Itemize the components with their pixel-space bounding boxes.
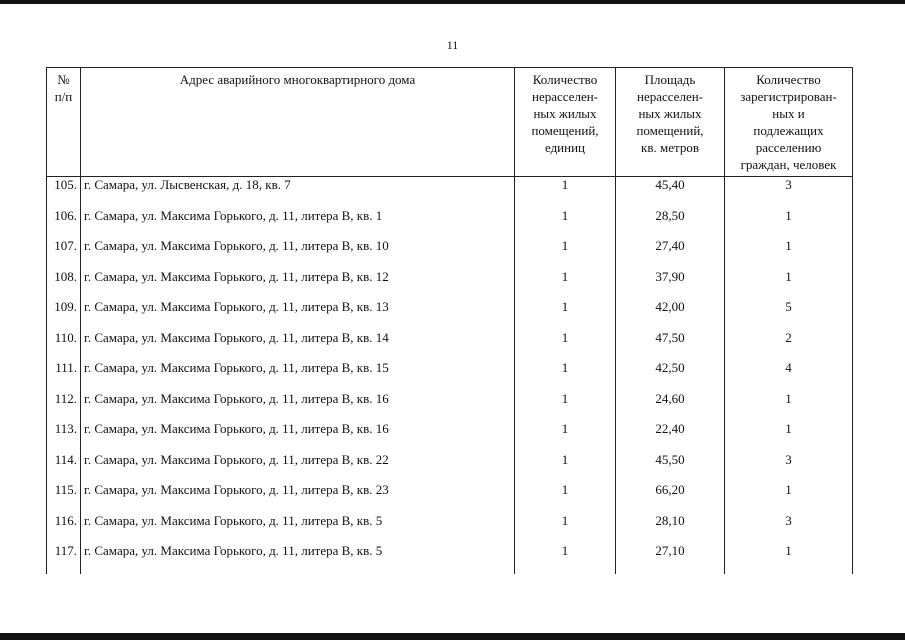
row-units: 1	[515, 543, 616, 574]
row-number: 108.	[47, 269, 81, 300]
row-number: 106.	[47, 208, 81, 239]
row-people: 5	[725, 299, 853, 330]
row-units: 1	[515, 391, 616, 422]
row-number: 107.	[47, 238, 81, 269]
header-people: Количество зарегистрирован- ных и подлежащих расселению граждан, человек	[725, 68, 853, 177]
row-units: 1	[515, 360, 616, 391]
row-area: 45,50	[616, 452, 725, 483]
row-units: 1	[515, 330, 616, 361]
row-number: 112.	[47, 391, 81, 422]
row-units: 1	[515, 269, 616, 300]
row-people: 2	[725, 330, 853, 361]
row-number: 110.	[47, 330, 81, 361]
row-address: г. Самара, ул. Максима Горького, д. 11, литера В, кв. 13	[81, 299, 515, 330]
row-number: 115.	[47, 482, 81, 513]
row-address: г. Самара, ул. Максима Горького, д. 11, литера В, кв. 5	[81, 543, 515, 574]
row-area: 28,10	[616, 513, 725, 544]
row-number: 111.	[47, 360, 81, 391]
row-area: 27,10	[616, 543, 725, 574]
row-address: г. Самара, ул. Максима Горького, д. 11, литера В, кв. 22	[81, 452, 515, 483]
scan-top-border	[0, 0, 905, 4]
row-units: 1	[515, 452, 616, 483]
row-people: 1	[725, 269, 853, 300]
row-units: 1	[515, 177, 616, 208]
page-number: 11	[446, 38, 459, 52]
row-area: 28,50	[616, 208, 725, 239]
row-number: 114.	[47, 452, 81, 483]
row-area: 37,90	[616, 269, 725, 300]
row-people: 1	[725, 482, 853, 513]
header-address: Адрес аварийного многоквартирного дома	[81, 68, 515, 177]
table-row	[47, 360, 853, 391]
row-address: г. Самара, ул. Максима Горького, д. 11, литера В, кв. 16	[81, 421, 515, 452]
row-people: 3	[725, 513, 853, 544]
row-area: 22,40	[616, 421, 725, 452]
table-row	[47, 299, 853, 330]
row-units: 1	[515, 421, 616, 452]
row-area: 47,50	[616, 330, 725, 361]
row-number: 109.	[47, 299, 81, 330]
row-people: 1	[725, 208, 853, 239]
table-row	[47, 421, 853, 452]
table-row	[47, 330, 853, 361]
row-people: 3	[725, 177, 853, 208]
row-address: г. Самара, ул. Максима Горького, д. 11, литера В, кв. 15	[81, 360, 515, 391]
row-people: 1	[725, 543, 853, 574]
row-number: 117.	[47, 543, 81, 574]
row-units: 1	[515, 208, 616, 239]
row-number: 105.	[47, 177, 81, 208]
table-row	[47, 208, 853, 239]
table-row	[47, 482, 853, 513]
row-units: 1	[515, 513, 616, 544]
row-address: г. Самара, ул. Максима Горького, д. 11, литера В, кв. 10	[81, 238, 515, 269]
table-row	[47, 513, 853, 544]
header-number: № п/п	[47, 68, 81, 177]
table-row	[47, 452, 853, 483]
row-people: 1	[725, 391, 853, 422]
row-units: 1	[515, 238, 616, 269]
row-address: г. Самара, ул. Максима Горького, д. 11, литера В, кв. 1	[81, 208, 515, 239]
row-address: г. Самара, ул. Максима Горького, д. 11, литера В, кв. 5	[81, 513, 515, 544]
row-people: 1	[725, 421, 853, 452]
buildings-table	[46, 67, 853, 574]
row-area: 27,40	[616, 238, 725, 269]
row-people: 1	[725, 238, 853, 269]
table-row	[47, 269, 853, 300]
scan-bottom-border	[0, 633, 905, 640]
row-number: 116.	[47, 513, 81, 544]
row-area: 24,60	[616, 391, 725, 422]
table-row	[47, 238, 853, 269]
row-area: 42,00	[616, 299, 725, 330]
header-units: Количество нерасселен- ных жилых помещений, единиц	[515, 68, 616, 177]
row-address: г. Самара, ул. Максима Горького, д. 11, литера В, кв. 23	[81, 482, 515, 513]
row-area: 66,20	[616, 482, 725, 513]
header-area: Площадь нерасселен- ных жилых помещений, кв. метров	[616, 68, 725, 177]
table-row	[47, 391, 853, 422]
table-row	[47, 543, 853, 574]
row-people: 4	[725, 360, 853, 391]
row-area: 45,40	[616, 177, 725, 208]
row-number: 113.	[47, 421, 81, 452]
row-address: г. Самара, ул. Лысвенская, д. 18, кв. 7	[81, 177, 515, 208]
row-address: г. Самара, ул. Максима Горького, д. 11, литера В, кв. 16	[81, 391, 515, 422]
row-area: 42,50	[616, 360, 725, 391]
row-people: 3	[725, 452, 853, 483]
table-header-row	[47, 68, 853, 177]
row-units: 1	[515, 482, 616, 513]
row-address: г. Самара, ул. Максима Горького, д. 11, литера В, кв. 14	[81, 330, 515, 361]
row-address: г. Самара, ул. Максима Горького, д. 11, литера В, кв. 12	[81, 269, 515, 300]
table-row	[47, 177, 853, 208]
row-units: 1	[515, 299, 616, 330]
